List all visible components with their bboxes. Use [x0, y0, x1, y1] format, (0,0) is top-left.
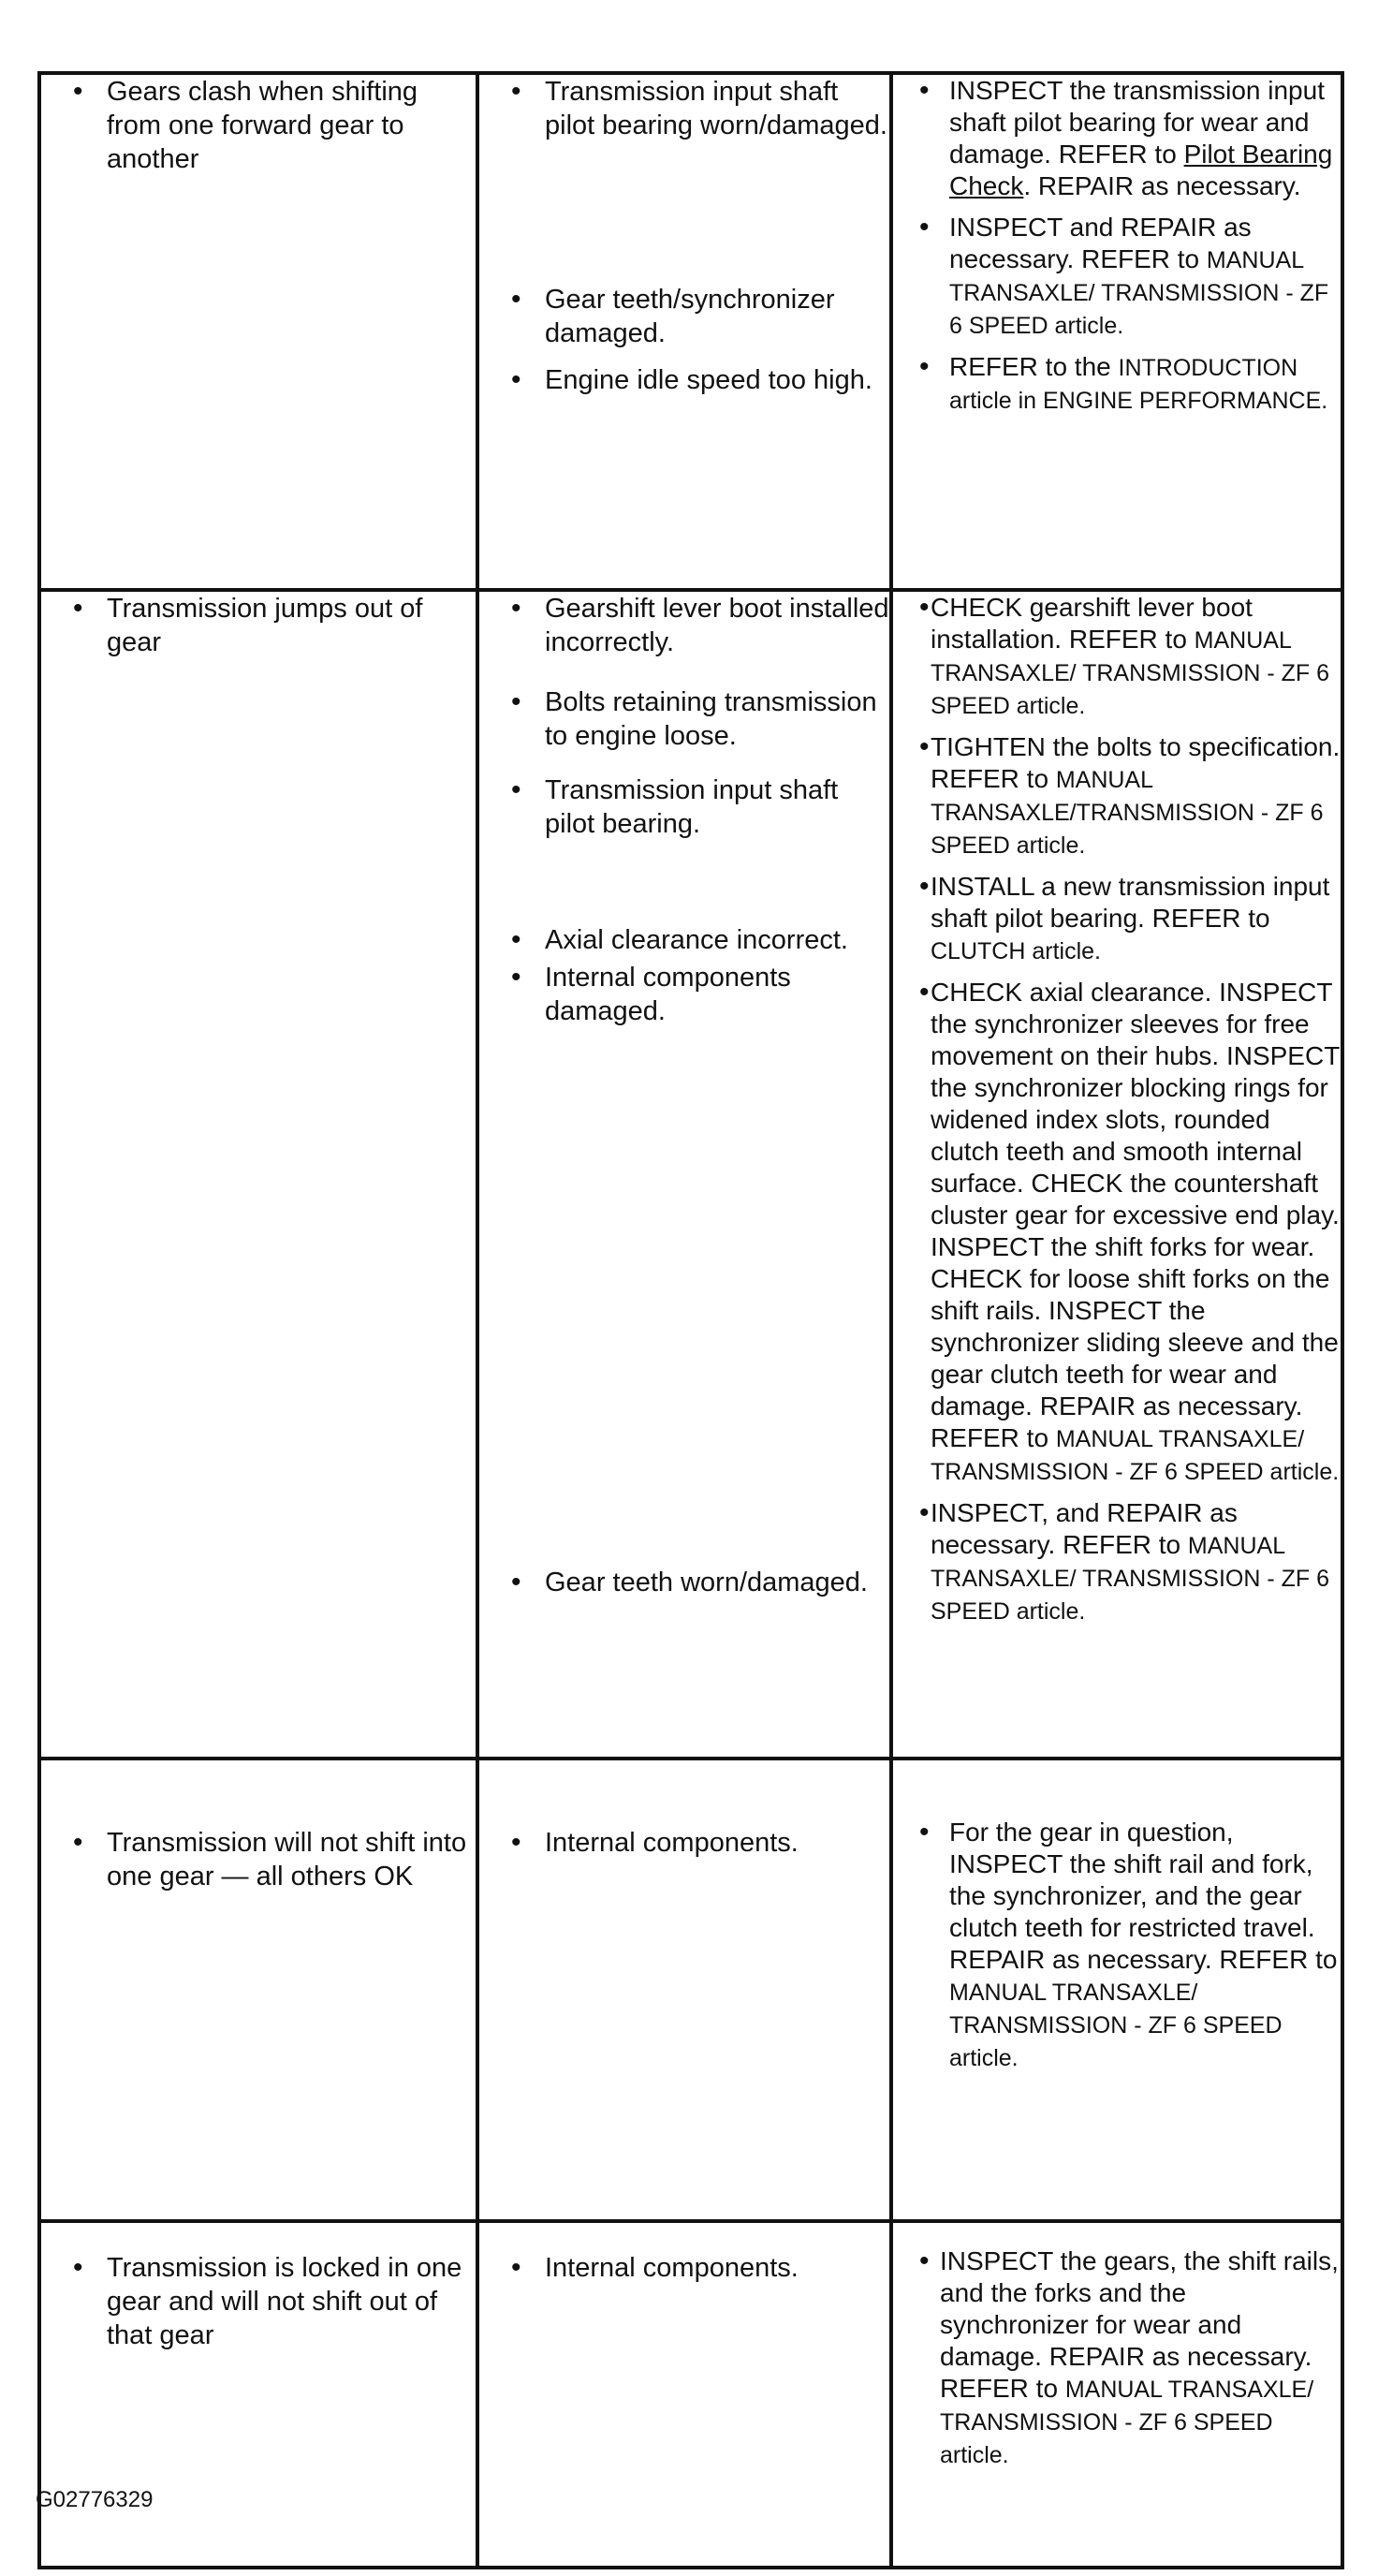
reference-text: CLUTCH article. — [931, 938, 1101, 964]
action-cell — [891, 590, 1342, 1759]
action-item — [893, 592, 1341, 722]
action-cell — [891, 1759, 1342, 2221]
cause-item: • Axial clearance incorrect. — [479, 923, 889, 957]
cause-cell — [477, 2221, 891, 2568]
symptom-cell — [39, 73, 477, 590]
cause-item: • Internal components damaged. — [479, 961, 889, 1028]
action-item — [893, 1497, 1341, 1627]
action-text: INSTALL a new transmission input shaft pilot bearing. REFER to — [931, 872, 1330, 933]
figure-id: G02776329 — [36, 2487, 154, 2512]
table-row — [39, 2221, 1342, 2568]
action-text: INSPECT the transmission input shaft pilot bearing for wear and damage. REFER to — [949, 76, 1325, 169]
reference-text: MANUAL TRANSAXLE/ TRANSMISSION - ZF 6 SPEED article. — [931, 1533, 1330, 1625]
action-item — [893, 871, 1341, 967]
action-text: REFER to the — [949, 352, 1111, 381]
cause-item: • Transmission input shaft pilot bearing worn/damaged. — [479, 75, 889, 142]
table-row — [39, 73, 1342, 590]
cause-item: • Internal components. — [479, 1826, 889, 1860]
action-text: . REPAIR as necessary. — [1023, 171, 1301, 200]
action-text: TIGHTEN the bolts to specification. REFER to — [931, 732, 1341, 793]
table-row — [39, 1759, 1342, 2221]
action-item — [893, 75, 1341, 202]
cause-cell — [477, 73, 891, 590]
reference-text: MANUAL TRANSAXLE/ TRANSMISSION - ZF 6 SPEED article. — [931, 1426, 1340, 1485]
action-cell — [891, 73, 1342, 590]
cause-item: • Engine idle speed too high. — [479, 363, 889, 397]
symptom-cell — [39, 1759, 477, 2221]
cause-cell — [477, 1759, 891, 2221]
symptom-text: • Transmission jumps out of gear — [41, 592, 476, 659]
reference-text: MANUAL TRANSAXLE/ TRANSMISSION - ZF 6 SPEED article. — [940, 2377, 1314, 2468]
symptom-cell — [39, 590, 477, 1759]
action-item — [893, 731, 1341, 861]
reference-text: INTRODUCTION article in ENGINE PERFORMANCE. — [949, 355, 1328, 414]
action-cell — [891, 2221, 1342, 2568]
action-text: INSPECT the gears, the shift rails, and the forks and the synchronizer for wear and damage. REPAIR as necessary. REFER to — [940, 2246, 1339, 2403]
reference-text: MANUAL TRANSAXLE/TRANSMISSION - ZF 6 SPEED article. — [931, 767, 1324, 859]
action-item — [893, 2245, 1341, 2471]
action-text: INSPECT and REPAIR as necessary. REFER to — [949, 213, 1252, 273]
reference-text: MANUAL TRANSAXLE/ TRANSMISSION - ZF 6 SPEED article. — [949, 247, 1329, 339]
cause-item: • Gear teeth/synchronizer damaged. — [479, 283, 889, 350]
cause-item: • Internal components. — [479, 2251, 889, 2285]
action-text: CHECK gearshift lever boot installation. REFER to — [931, 593, 1253, 654]
action-item — [893, 351, 1341, 417]
reference-text: MANUAL TRANSAXLE/ TRANSMISSION - ZF 6 SPEED article. — [931, 627, 1330, 719]
action-text: For the gear in question, INSPECT the shift rail and fork, the synchronizer, and the gear clutch teeth for restricted travel. REPAIR as necessary. REFER to — [949, 1818, 1338, 1974]
action-item — [893, 212, 1341, 342]
symptom-text: • Transmission will not shift into one gear — all others OK — [41, 1826, 476, 1893]
action-item — [893, 977, 1341, 1488]
pilot-bearing-check-link[interactable]: Pilot Bearing Check — [949, 140, 1333, 200]
cause-item: • Gear teeth worn/damaged. — [479, 1566, 889, 1599]
action-text: CHECK axial clearance. INSPECT the synchronizer sleeves for free movement on their hubs. INSPECT the synchronizer blocking rings for widened index slots, rounded clutch teeth and smooth internal surface. CHECK the countershaft cluster gear for excessive end play. INSPECT the shift forks for wear. CHECK for loose shift forks on the shift rails. INSPECT the synchronizer sliding sleeve and the gear clutch teeth for wear and damage. REPAIR as necessary. REFER to — [931, 978, 1340, 1452]
diagnosis-table — [37, 71, 1344, 2569]
action-text: INSPECT, and REPAIR as necessary. REFER to — [931, 1498, 1238, 1559]
table-row — [39, 590, 1342, 1759]
cause-item: • Bolts retaining transmission to engine loose. — [479, 685, 889, 753]
symptom-text: • Gears clash when shifting from one forward gear to another — [41, 75, 476, 176]
cause-item: • Transmission input shaft pilot bearing. — [479, 773, 889, 841]
cause-item: • Gearshift lever boot installed incorrectly. — [479, 592, 889, 659]
cause-cell — [477, 590, 891, 1759]
symptom-text: • Transmission is locked in one gear and will not shift out of that gear — [41, 2251, 476, 2352]
action-item — [893, 1817, 1341, 2074]
reference-text: MANUAL TRANSAXLE/ TRANSMISSION - ZF 6 SPEED article. — [949, 1980, 1283, 2071]
symptom-cell — [39, 2221, 477, 2568]
